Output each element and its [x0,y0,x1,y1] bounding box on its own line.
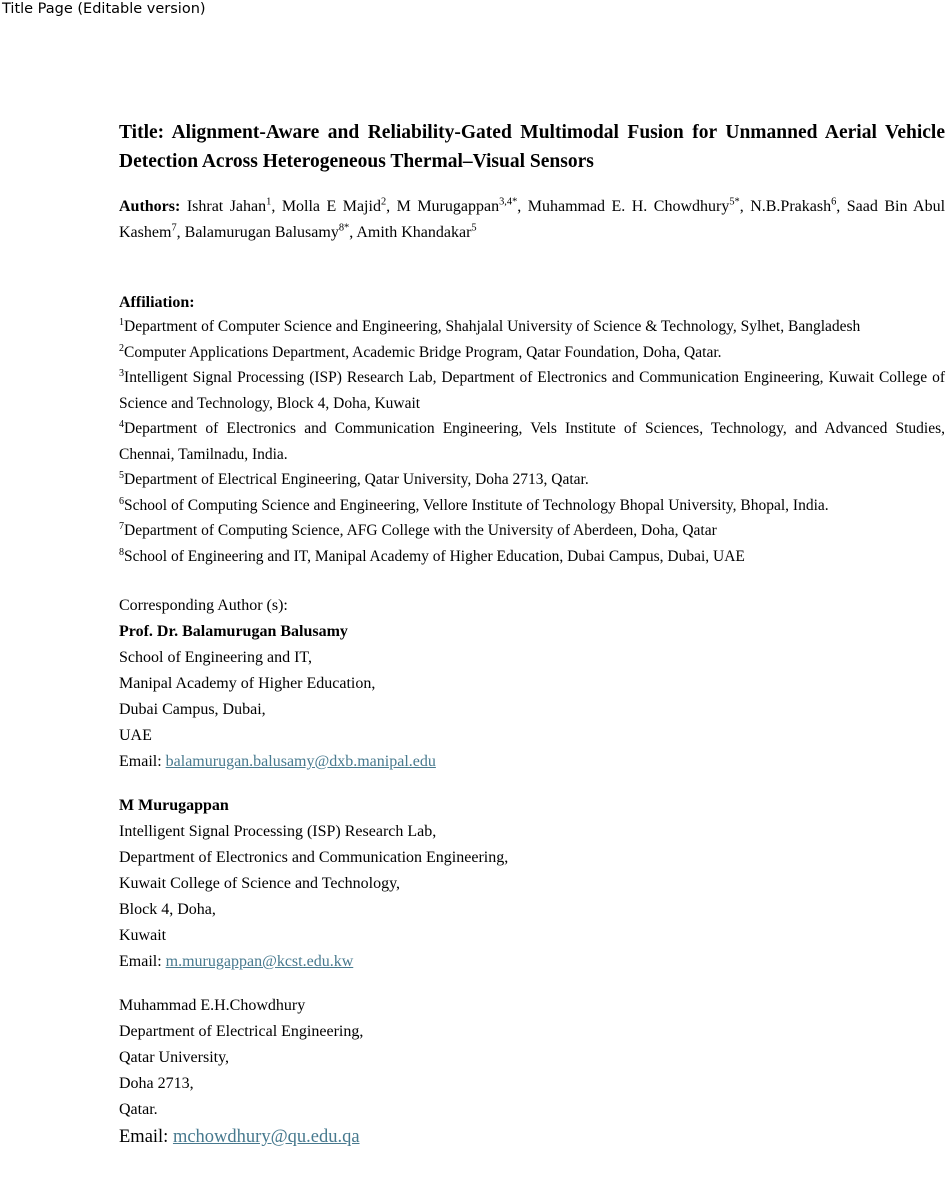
author-name: Saad Bin Abul Kashem [119,198,946,241]
author-name: Balamurugan Balusamy [184,224,339,241]
corresponding-heading: Corresponding Author (s): [119,597,288,614]
affiliation-item: $^7$Department of Computing Science, AFG College with the University of Aberdeen, Doha, Qatar [119,520,717,539]
author-superscript: 6 [831,196,837,208]
affiliation-item: $^3$Intelligent Signal Processing (ISP) Research Lab, Department of Electronics and Communication Engineering, Kuwait College of Science and Technology, Block 4, Doha, Kuwait [119,367,945,412]
author-superscript: 2 [380,196,387,208]
email-line [119,949,945,975]
email-label: Email: [119,953,166,970]
author-superscript: 3,4* [499,196,518,208]
affiliation-item: $^8$School of Engineering and IT, Manipal Academy of Higher Education, Dubai Campus, Dubai, UAE [119,546,745,565]
email-label: Email: [119,753,166,770]
paper-title: Title: Alignment-Aware and Reliability-Gated Multimodal Fusion for Unmanned Aerial Vehicle Detection Across Heterogeneous Thermal–Visual Sensors [119,122,945,172]
contact-line: Kuwait [119,927,167,944]
authors-paragraph [119,194,945,246]
authors-list: Ishrat Jahan$^1$, Molla E Majid$^2$, M Murugappan$^{3,4*}$, Muhammad E. H. Chowdhury$^{5*}$, N.B.Prakash$^6$, Saad Bin Abul Kashem$^7$, Balamurugan Balusamy$^{8*}$, Amith Khandakar$^5$ [119,196,946,241]
email-line [119,749,945,775]
contact-line: Intelligent Signal Processing (ISP) Research Lab, [119,823,437,840]
affiliation-superscript: 4 [119,418,125,430]
author-superscript: 5* [729,196,740,208]
affiliation-superscript: 8 [119,546,125,558]
author-superscript: 1 [266,196,272,208]
author-name: Muhammad E. H. Chowdhury [527,198,730,215]
affiliation-superscript: 2 [119,342,125,354]
affiliation-superscript: 6 [119,495,125,507]
document-label: Title Page (Editable version) [2,1,206,17]
contact-name: M Murugappan [119,797,229,814]
contact-line: UAE [119,727,152,744]
contact-line: Department of Electronics and Communication Engineering, [119,849,509,866]
contact-line: Qatar University, [119,1049,230,1066]
contact-line: Dubai Campus, Dubai, [119,701,266,718]
author-superscript: 5 [471,222,477,234]
contact-line: School of Engineering and IT, [119,649,312,666]
author-name: M Murugappan [396,198,500,215]
affiliation-item: $^5$Department of Electrical Engineering, Qatar University, Doha 2713, Qatar. [119,469,589,488]
affiliation-item: $^1$Department of Computer Science and Engineering, Shahjalal University of Science & Technology, Sylhet, Bangladesh [119,316,861,335]
contact-name: Muhammad E.H.Chowdhury [119,997,306,1014]
email-link[interactable]: balamurugan.balusamy@dxb.manipal.edu [165,753,436,770]
contact-blocks [119,619,945,1151]
email-line [119,1123,945,1151]
email-link[interactable]: mchowdhury@qu.edu.qa [172,1127,360,1147]
affiliation-item: $^4$Department of Electronics and Communication Engineering, Vels Institute of Sciences, Technology, and Advanced Studies, Chennai, Tamilnadu, India. [119,418,945,463]
author-name: Ishrat Jahan [186,198,267,215]
affiliation-item: $^6$School of Computing Science and Engineering, Vellore Institute of Technology Bhopal University, Bhopal, India. [119,495,829,514]
contact-name: Prof. Dr. Balamurugan Balusamy [119,623,348,640]
email-label: Email: [119,1127,173,1147]
contact-line: Block 4, Doha, [119,901,216,918]
email-link[interactable]: m.murugappan@kcst.edu.kw [165,953,354,970]
contact-line: Kuwait College of Science and Technology, [119,875,401,892]
contact-block [119,993,945,1151]
author-superscript: 8* [338,222,350,234]
contact-block [119,793,945,975]
author-name: Molla E Majid [281,198,381,215]
contact-line: Qatar. [119,1101,158,1118]
affiliation-item: $^2$Computer Applications Department, Academic Bridge Program, Qatar Foundation, Doha, Qatar. [119,342,722,361]
author-superscript: 7 [171,222,177,234]
contact-line: Department of Electrical Engineering, [119,1023,364,1040]
affiliation-superscript: 1 [119,316,125,328]
contact-line: Doha 2713, [119,1075,194,1092]
author-name: Amith Khandakar [356,224,472,241]
affiliations-list [119,314,945,569]
authors-label: Authors: [119,198,181,215]
affiliation-superscript: 7 [119,520,125,532]
affiliation-superscript: 5 [119,469,125,481]
author-name: N.B.Prakash [750,198,832,215]
affiliation-heading: Affiliation: [119,294,195,311]
affiliation-superscript: 3 [119,367,125,379]
contact-block [119,619,945,775]
contact-line: Manipal Academy of Higher Education, [119,675,376,692]
